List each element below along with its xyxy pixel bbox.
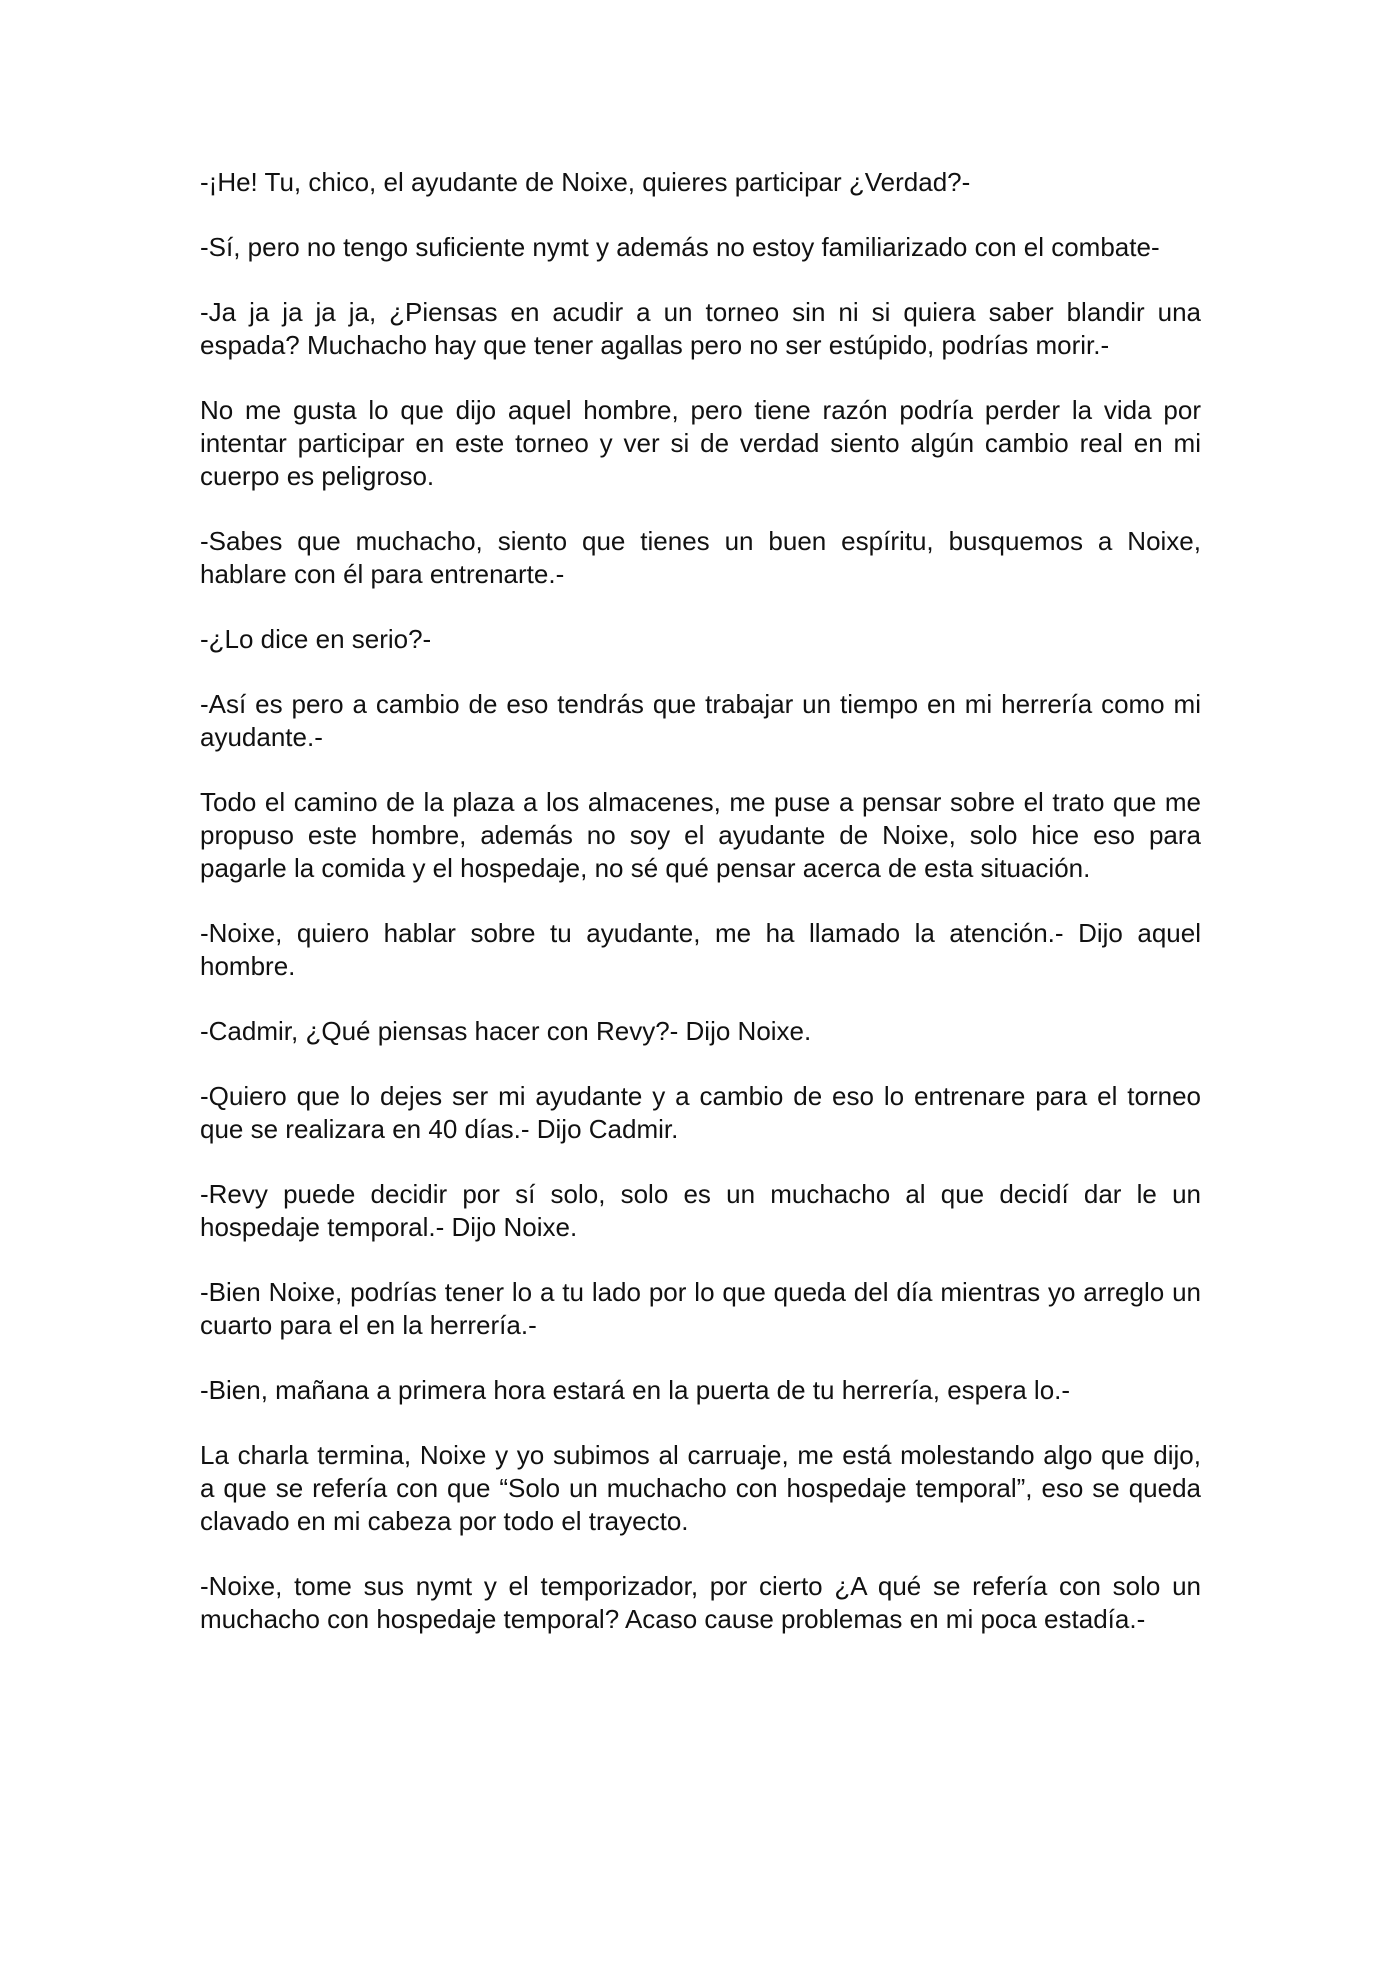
- paragraph: -Bien, mañana a primera hora estará en la puerta de tu herrería, espera lo.-: [200, 1375, 1071, 1405]
- paragraph: -Bien Noixe, podrías tener lo a tu lado por lo que queda del día mientras yo arreglo un cuarto para el en la herrería.-: [200, 1277, 1201, 1340]
- paragraph: Todo el camino de la plaza a los almacenes, me puse a pensar sobre el trato que me propuso este hombre, además no soy el ayudante de Noixe, solo hice eso para pagarle la comida y el hospedaje, no sé qué pensar acerca de esta situación.: [200, 787, 1201, 883]
- paragraph: -Noixe, quiero hablar sobre tu ayudante, me ha llamado la atención.- Dijo aquel hombre.: [200, 918, 1201, 981]
- paragraph: -Cadmir, ¿Qué piensas hacer con Revy?- Dijo Noixe.: [200, 1016, 812, 1046]
- paragraph: -Sí, pero no tengo suficiente nymt y además no estoy familiarizado con el combate-: [200, 232, 1160, 262]
- paragraph: -Revy puede decidir por sí solo, solo es un muchacho al que decidí dar le un hospedaje temporal.- Dijo Noixe.: [200, 1179, 1201, 1242]
- paragraph: -Ja ja ja ja ja, ¿Piensas en acudir a un torneo sin ni si quiera saber blandir una espada? Muchacho hay que tener agallas pero no ser estúpido, podrías morir.-: [200, 297, 1201, 360]
- paragraph: -Noixe, tome sus nymt y el temporizador, por cierto ¿A qué se refería con solo un muchacho con hospedaje temporal? Acaso cause problemas en mi poca estadía.-: [200, 1571, 1201, 1634]
- paragraph: -¡He! Tu, chico, el ayudante de Noixe, quieres participar ¿Verdad?-: [200, 167, 971, 197]
- paragraph: -Quiero que lo dejes ser mi ayudante y a cambio de eso lo entrenare para el torneo que se realizara en 40 días.- Dijo Cadmir.: [200, 1081, 1201, 1144]
- paragraph: La charla termina, Noixe y yo subimos al carruaje, me está molestando algo que dijo, a que se refería con que “Solo un muchacho con hospedaje temporal”, eso se queda clavado en mi cabeza por todo el trayecto.: [200, 1440, 1201, 1536]
- paragraph: -Así es pero a cambio de eso tendrás que trabajar un tiempo en mi herrería como mi ayudante.-: [200, 689, 1201, 752]
- paragraph: No me gusta lo que dijo aquel hombre, pero tiene razón podría perder la vida por intentar participar en este torneo y ver si de verdad siento algún cambio real en mi cuerpo es peligroso.: [200, 395, 1201, 491]
- document-body: [200, 166, 1201, 1668]
- paragraph: -¿Lo dice en serio?-: [200, 624, 432, 654]
- paragraph: -Sabes que muchacho, siento que tienes un buen espíritu, busquemos a Noixe, hablare con él para entrenarte.-: [200, 526, 1201, 589]
